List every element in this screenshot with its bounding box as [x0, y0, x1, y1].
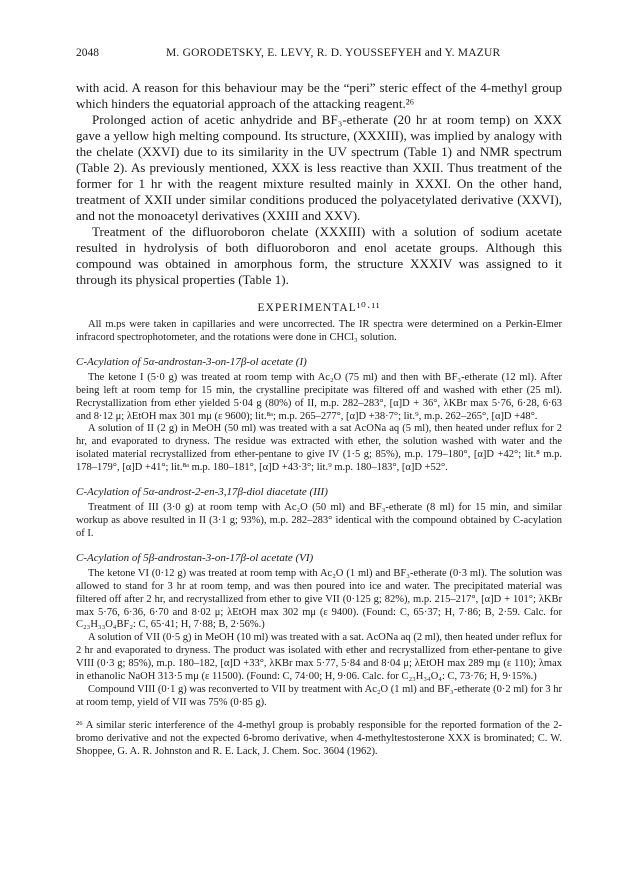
- section3-paragraph-3: Compound VIII (0·1 g) was reconverted to VII by treatment with Ac₂O (1 ml) and BF₃-etherate (0·2 ml) for 3 hr at room temp, yield of VII was 75% (0·85 g).: [76, 683, 562, 708]
- section-title-3: C-Acylation of 5β-androstan-3-on-17β-ol acetate (VI): [76, 551, 314, 564]
- experimental-heading: EXPERIMENTAL¹⁰·¹¹: [257, 302, 381, 314]
- section2-paragraph-1: Treatment of III (3·0 g) at room temp with Ac₂O (50 ml) and BF₃-etherate (8 ml) for 15 min, and similar workup as above resulted in II (3·1 g; 93%), m.p. 282–283° identical with the compound obtained by C-acylation of I.: [76, 502, 562, 539]
- paragraph-prolonged-action: Prolonged action of acetic anhydride and BF₃-etherate (20 hr at room temp) on XXX gave a yellow high melting compound. Its structure, (XXXIII), was implied by analogy with the chelate (XXVI) due to its similarity in the UV spectrum (Table 1) and NMR spectrum (Table 2). As previously mentioned, XXX is less reactive than XXII. Thus treatment of the former for 1 hr with the reagent mixture resulted mainly in XXXI. On the other hand, treatment of XXII under similar conditions produced the polyacetylated derivative (XXVI), and not the monoacetyl derivatives (XXIII and XXV).: [76, 112, 562, 223]
- section-title-1: C-Acylation of 5α-androstan-3-on-17β-ol acetate (I): [76, 355, 307, 368]
- paragraph-difluoroboron: Treatment of the difluoroboron chelate (XXXIII) with a solution of sodium acetate resulted in hydrolysis of both difluoroboron and enol acetate groups. Although this compound was obtained in amorphous form, the structure XXXIV was assigned to it through its physical properties (Table 1).: [76, 224, 562, 287]
- page-number: 2048: [76, 47, 99, 59]
- section1-paragraph-2: A solution of II (2 g) in MeOH (50 ml) was treated with a sat AcONa aq (5 ml), then heated under reflux for 2 hr, and evaporated to dryness. The residue was extracted with ether, the solution washed with water and the isolated material recrystallized from ether-pentane to give IV (1·5 g; 85%), m.p. 179–180°, [α]D +42°; lit.⁸ m.p. 178–179°, [α]D +41°; lit.⁸ᵃ m.p. 180–181°, [α]D +43·3°; lit.⁹ m.p. 180–183°, [α]D +52°.: [76, 423, 562, 474]
- section-title-2: C-Acylation of 5α-androst-2-en-3,17β-diol diacetate (III): [76, 486, 328, 499]
- running-authors: M. GORODETSKY, E. LEVY, R. D. YOUSSEFYEH and Y. MAZUR: [166, 47, 501, 59]
- section1-paragraph-1: The ketone I (5·0 g) was treated at room temp with Ac₂O (75 ml) and then with BF₃-etherate (12 ml). After being left at room temp for 15 min, the crystalline precipitate was filtered off and washed with ether (25 ml). Recrystallization from ether yielded 5·04 g (80%) of II, m.p. 282–283°, [α]D + 36°, λKBr max 5·76, 6·28, 6·63 and 8·12 μ; λEtOH max 301 mμ (ε 9600); lit.⁸ᵃ; m.p. 265–277°, [α]D +38·7°; lit.⁹, m.p. 262–265°, [α]D +48°.: [76, 371, 562, 422]
- running-header: [76, 47, 562, 65]
- section3-paragraph-1: The ketone VI (0·12 g) was treated at room temp with Ac₂O (1 ml) and BF₃-etherate (0·3 ml). The solution was allowed to stand for 3 hr at room temp, and was then poured into ice and water. The precipitated material was filtered off after 2 hr, and recrystallized from ether to give VII (0·125 g; 82%), m.p. 215–217°, [α]D + 101°; λKBr max 5·76, 6·36, 6·70 and 8·02 μ; λEtOH max 302 mμ (ε 9400). (Found: C, 65·37; H, 7·86; B, 2·59. Calc. for C₂₃H₃₃O₄BF₂: C, 65·41; H, 7·88; B, 2·56%.): [76, 567, 562, 631]
- page-body: [76, 80, 562, 758]
- experimental-intro: All m.ps were taken in capillaries and were uncorrected. The IR spectra were determined on a Perkin-Elmer infracord spectrophotometer, and the rotations were done in CHCl₃ solution.: [76, 319, 562, 343]
- paragraph-intro: with acid. A reason for this behaviour may be the “peri” steric effect of the 4-methyl group which hinders the equatorial approach of the attacking reagent.²⁶: [76, 80, 562, 111]
- footnote-26: ²⁶ A similar steric interference of the 4-methyl group is probably responsible for the reported formation of the 2-bromo derivative and not the expected 6-bromo derivative, when 4-methyltestosterone XXX is brominated; C. W. Shoppee, G. A. R. Johnston and R. E. Lack, J. Chem. Soc. 3604 (1962).: [76, 719, 562, 757]
- section3-paragraph-2: A solution of VII (0·5 g) in MeOH (10 ml) was treated with a sat. AcONa aq (2 ml), then heated under reflux for 2 hr and evaporated to dryness. The product was isolated with ether and recrystallized from ether-pentane to give VIII (0·3 g; 85%), m.p. 180–182, [α]D +33°, λKBr max 5·77, 5·84 and 8·04 μ; λEtOH max 289 mμ (ε 110); λmax in ethanolic NaOH 313·5 mμ (ε 11500). (Found: C, 74·00; H, 9·06. Calc. for C₂₃H₃₄O₄: C, 73·76; H, 9·15%.): [76, 632, 562, 683]
